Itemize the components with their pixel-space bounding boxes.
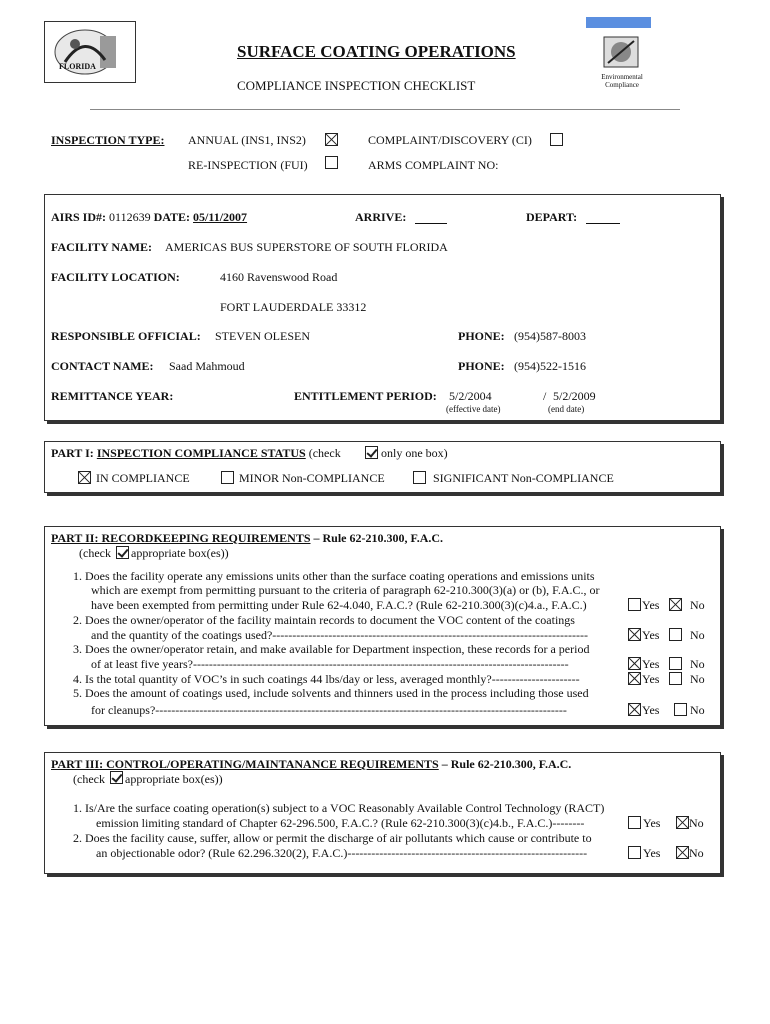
part3-header [51,757,571,772]
part2-title: PART II: RECORDKEEPING REQUIREMENTS [51,531,311,545]
part3-q2-no-checkbox[interactable] [676,846,689,859]
arms-complaint-label: ARMS COMPLAINT NO: [368,158,499,172]
facility-name: AMERICAS BUS SUPERSTORE OF SOUTH FLORIDA [165,240,448,254]
part3-q1-line2: emission limiting standard of Chapter 62-296.500, F.A.C.? (Rule 62-210.300(3)(c)4.b., F.A.C.)-------- [96,816,585,830]
part2-q3-yes-label: Yes [642,657,660,671]
contact-label: CONTACT NAME: [51,359,154,373]
arrive-label: ARRIVE: [355,210,407,224]
part2-q2-no-checkbox[interactable] [669,628,682,641]
part2-q5-yes-label: Yes [642,703,660,717]
airs-id: 0112639 [109,210,151,224]
facility-panel [44,194,721,421]
part2-q4-no-checkbox[interactable] [669,672,682,685]
official-phone: (954)587-8003 [514,329,586,343]
part1-header [51,446,341,461]
part2-q4-no-label: No [690,672,705,686]
start-note: (effective date) [446,404,501,414]
part1-label: PART I: [51,446,94,460]
contact-phone: (954)522-1516 [514,359,586,373]
entitlement-label: ENTITLEMENT PERIOD: [294,389,437,403]
entitlement-start: 5/2/2004 [449,389,492,403]
part2-q2-line2: and the quantity of the coatings used?------------------------------------------------------------------------------- [91,628,588,642]
minor-noncompliance-label: MINOR Non-COMPLIANCE [239,471,385,485]
contact-name: Saad Mahmoud [169,359,245,373]
reinspection-label: RE-INSPECTION (FUI) [188,158,308,172]
part2-q1-no-checkbox[interactable] [669,598,682,611]
part3-q1-yes-label: Yes [643,816,661,830]
significant-noncompliance-checkbox[interactable] [413,471,426,484]
environmental-seal-icon [598,33,644,71]
part2-q1-yes-checkbox[interactable] [628,598,641,611]
part1-check-sample-icon [365,446,378,459]
part1-check-pre: (check [308,446,341,460]
facility-name-label: FACILITY NAME: [51,240,152,254]
part2-check-sample-icon [116,546,129,559]
part2-q1-line3: have been exempted from permitting under Rule 62-4.040, F.A.C.? (Rule 62-210.300(3)(c)4.a., F.A.C.) [91,598,587,612]
part2-q3-yes-checkbox[interactable] [628,657,641,670]
facility-address-2: FORT LAUDERDALE 33312 [220,300,367,314]
part3-check-post: appropriate box(es)) [125,772,223,786]
part3-q1-yes-checkbox[interactable] [628,816,641,829]
florida-logo [44,21,136,83]
depart-field[interactable] [586,223,620,224]
reinspection-checkbox[interactable] [325,156,338,169]
part3-q2-no-label: No [689,846,704,860]
contact-phone-label: PHONE: [458,359,505,373]
annual-checkbox[interactable] [325,133,338,146]
inspection-type-label: INSPECTION TYPE: [51,133,165,147]
depart-label: DEPART: [526,210,578,224]
part2-q4-yes-checkbox[interactable] [628,672,641,685]
part2-check-post: appropriate box(es)) [131,546,229,560]
header-tab [586,17,651,28]
part3-q2-line1: 2. Does the facility cause, suffer, allow or permit the discharge of air pollutants which cause or contribute to [73,831,592,845]
part3-q1-no-checkbox[interactable] [676,816,689,829]
title-divider [90,109,680,110]
end-note: (end date) [548,404,585,414]
environmental-logo-text: Environmental Compliance [601,73,643,89]
in-compliance-label: IN COMPLIANCE [96,471,190,485]
part1-check-post: only one box) [381,446,448,460]
part3-q1-no-label: No [689,816,704,830]
part2-q5-line2: for cleanups?------------------------------------------------------------------------------------------------------- [91,703,567,717]
environmental-logo [598,33,644,71]
annual-label: ANNUAL (INS1, INS2) [188,133,306,147]
official-phone-label: PHONE: [458,329,505,343]
part2-q5-line1: 5. Does the amount of coatings used, include solvents and thinners used in the process including those used [73,686,589,700]
part2-q2-yes-checkbox[interactable] [628,628,641,641]
facility-address-1: 4160 Ravenswood Road [220,270,338,284]
part2-q3-line2: of at least five years?---------------------------------------------------------------------------------------------- [91,657,569,671]
page-title: SURFACE COATING OPERATIONS [237,42,516,61]
significant-noncompliance-label: SIGNIFICANT Non-COMPLIANCE [433,471,614,485]
minor-noncompliance-checkbox[interactable] [221,471,234,484]
part2-q2-yes-label: Yes [642,628,660,642]
part2-q3-line1: 3. Does the owner/operator retain, and make available for Department inspection, these records for a period [73,642,590,656]
part2-q4-yes-label: Yes [642,672,660,686]
facility-location-label: FACILITY LOCATION: [51,270,180,284]
part2-q4-line1: 4. Is the total quantity of VOC’s in such coatings 44 lbs/day or less, averaged monthly?---------------------- [73,672,580,686]
part2-q3-no-checkbox[interactable] [669,657,682,670]
part3-rule: – Rule 62-210.300, F.A.C. [438,757,572,771]
airs-id-row [51,210,247,225]
part2-q5-yes-checkbox[interactable] [628,703,641,716]
complaint-checkbox[interactable] [550,133,563,146]
part2-q2-no-label: No [690,628,705,642]
part2-q1-no-label: No [690,598,705,612]
official-label: RESPONSIBLE OFFICIAL: [51,329,201,343]
part2-check-pre: (check [79,546,111,560]
part3-check-pre: (check [73,772,105,786]
part2-header [51,531,443,546]
complaint-label: COMPLAINT/DISCOVERY (CI) [368,133,532,147]
part3-q2-yes-label: Yes [643,846,661,860]
part2-q1-yes-label: Yes [642,598,660,612]
in-compliance-checkbox[interactable] [78,471,91,484]
part2-rule: – Rule 62-210.300, F.A.C. [310,531,444,545]
entitlement-slash: / [543,389,547,403]
date-label: DATE: [153,210,191,224]
florida-logo-text: FLORIDA [59,62,96,71]
part3-q2-yes-checkbox[interactable] [628,846,641,859]
part2-q3-no-label: No [690,657,705,671]
part3-q1-line1: 1. Is/Are the surface coating operation(s) subject to a VOC Reasonably Available Control Technology (RACT) [73,801,605,815]
part2-q5-no-checkbox[interactable] [674,703,687,716]
arrive-field[interactable] [415,223,447,224]
part2-q2-line1: 2. Does the owner/operator of the facility maintain records to document the VOC content of the coatings [73,613,575,627]
florida-seal-icon [45,22,135,82]
part2-q1-line2: which are exempt from permitting pursuant to the criteria of paragraph 62-210.300(3)(a) or (b), F.A.C., or [91,583,600,597]
part2-q1-line1: 1. Does the facility operate any emissions units other than the surface coating operations and emissions units [73,569,595,583]
remittance-label: REMITTANCE YEAR: [51,389,174,403]
official-name: STEVEN OLESEN [215,329,310,343]
airs-label: AIRS ID#: [51,210,107,224]
entitlement-end: 5/2/2009 [553,389,596,403]
date-value: 05/11/2007 [193,210,248,224]
part3-q2-line2: an objectionable odor? (Rule 62.296.320(2), F.A.C.)------------------------------------------------------------ [96,846,588,860]
page-subtitle: COMPLIANCE INSPECTION CHECKLIST [237,78,476,93]
part3-check-sample-icon [110,771,123,784]
part1-title: INSPECTION COMPLIANCE STATUS [96,446,306,460]
part2-q5-no-label: No [690,703,705,717]
part3-title: PART III: CONTROL/OPERATING/MAINTANANCE REQUIREMENTS [51,757,439,771]
